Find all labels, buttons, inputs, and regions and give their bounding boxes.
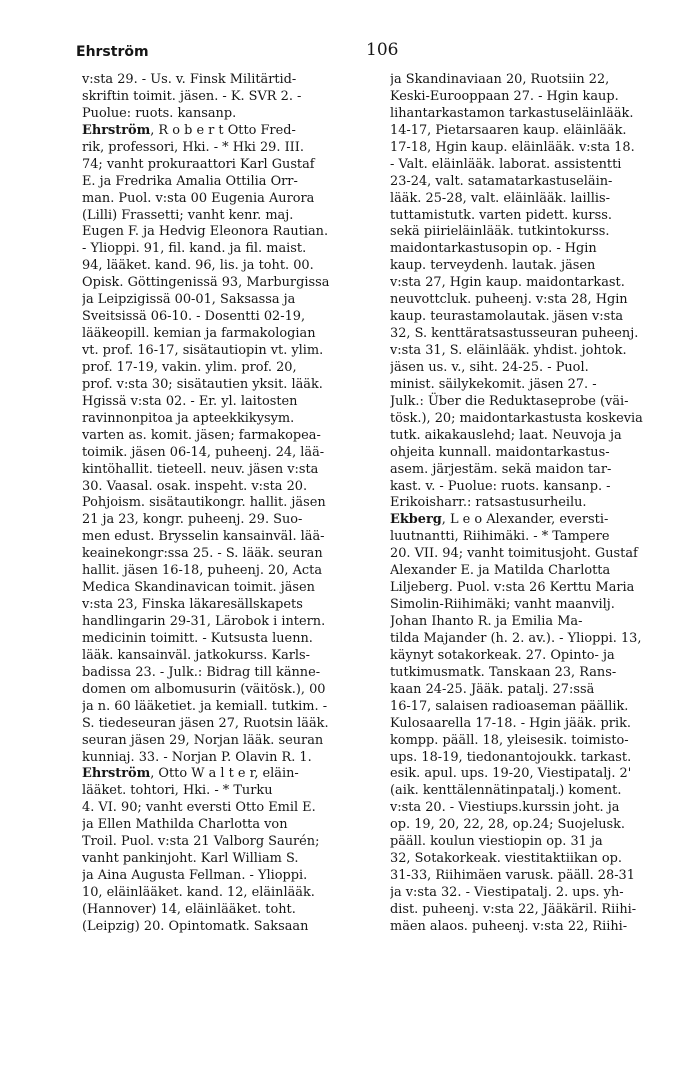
text-line: (Hannover) 14, eläinlääket. toht. — [82, 901, 296, 917]
text-line: ja n. 60 lääketiet. ja kemiall. tutkim. - — [82, 698, 328, 714]
page-header — [76, 40, 682, 64]
text-line: minist. säilykekomit. jäsen 27. - — [390, 376, 597, 392]
text-line: ja Skandinaviaan 20, Ruotsiin 22, — [390, 72, 610, 87]
text-line: ja v:sta 32. - Viestipatalj. 2. ups. yh- — [390, 885, 624, 900]
text-line: 94, lääket. kand. 96, lis. ja toht. 00. — [82, 258, 314, 274]
text-line: prof. 17-19, vakin. ylim. prof. 20, — [82, 359, 297, 375]
text-line: käynyt sotakorkeak. 27. Opinto- ja — [390, 647, 615, 663]
text-line: kaup. teurastamolautak. jäsen v:sta — [390, 309, 624, 325]
text-line: prof. v:sta 30; sisätautien yksit. lääk. — [82, 376, 323, 392]
text-line: skriftin toimit. jäsen. - K. SVR 2. - — [82, 88, 302, 104]
text-line: tutkimusmatk. Tanskaan 23, Rans- — [390, 664, 617, 680]
text-line: tuttamistutk. varten pidett. kurss. — [390, 207, 612, 223]
text-line: 21 ja 23, kongr. puheenj. 29. Suo- — [82, 512, 303, 528]
text-line: kintöhallit. tieteell. neuv. jäsen v:sta — [82, 461, 319, 477]
text-line: (Leipzig) 20. Opintomatk. Saksaan — [82, 918, 309, 934]
text-line: sekä piirieläinlääk. tutkintokurss. — [390, 224, 610, 240]
text-line: keainekongr:ssa 25. - S. lääk. seuran — [82, 546, 323, 562]
text-line: men edust. Brysselin kansainväl. lää- — [82, 529, 325, 545]
text-line: ravinnonpitoa ja apteekkikysym. — [82, 410, 295, 426]
text-line: Troil. Puol. v:sta 21 Valborg Saurén; — [82, 834, 320, 850]
text-line: tösk.), 20; maidontarkastusta koskevia — [390, 410, 643, 426]
running-head: Ehrström — [76, 44, 149, 60]
text-line: 16-17, salaisen radioaseman päällik. — [390, 698, 629, 714]
text-line: v:sta 20. - Viestiups.kurssin joht. ja — [390, 800, 620, 816]
text-line: v:sta 31, S. eläinlääk. yhdist. johtok. — [390, 343, 627, 358]
text-line: lääket. tohtori, Hki. - * Turku — [82, 783, 273, 799]
text-line: 14-17, Pietarsaaren kaup. eläinlääk. — [390, 122, 627, 138]
text-line: ja Leipzigissä 00-01, Saksassa ja — [82, 292, 296, 308]
text-line: Simolin-Riihimäki; vanht maanvilj. — [390, 597, 615, 613]
text-line: lääk. kansainväl. jatkokurss. Karls- — [82, 647, 311, 663]
text-line: 32, S. kenttäratsastusseuran puheenj. — [390, 326, 639, 342]
text-line: rik, professori, Hki. - * Hki 29. III. — [82, 139, 304, 155]
text-line: toimik. jäsen 06-14, puheenj. 24, lää- — [82, 444, 325, 460]
text-line: luutnantti, Riihimäki. - * Tampere — [390, 529, 610, 545]
text-line: (aik. kenttälennätinpatalj.) koment. — [390, 783, 622, 799]
text-line: handlingarin 29-31, Lärobok i intern. — [82, 614, 326, 629]
text-line: kunniaj. 33. - Norjan P. Olavin R. 1. — [82, 749, 312, 765]
text-line: 74; vanht prokuraattori Karl Gustaf — [82, 156, 315, 172]
text-line: Pohjoism. sisätautikongr. hallit. jäsen — [82, 495, 326, 511]
text-line: Kulosaarella 17-18. - Hgin jääk. prik. — [390, 715, 631, 731]
text-line: lääkeopill. kemian ja farmakologian — [82, 326, 316, 342]
text-line: 17-18, Hgin kaup. eläinlääk. v:sta 18. — [390, 139, 635, 155]
text-line: ohjeita kunnall. maidontarkastus- — [390, 444, 610, 460]
text-line: 31-33, Riihimäen varusk. pääll. 28-31 — [390, 868, 635, 884]
text-line: Puolue: ruots. kansanp. — [82, 105, 237, 121]
text-line: 10, eläinlääket. kand. 12, eläinlääk. — [82, 885, 315, 900]
text-line: Ehrström, Otto W a l t e r, eläin- — [82, 766, 299, 782]
text-line: S. tiedeseuran jäsen 27, Ruotsin lääk. — [82, 715, 329, 731]
text-line: 20. VII. 94; vanht toimitusjoht. Gustaf — [390, 546, 638, 562]
text-line: op. 19, 20, 22, 28, op.24; Suojelusk. — [390, 817, 626, 833]
text-line: pääll. koulun viestiopin op. 31 ja — [390, 834, 603, 850]
entry-surname: Ehrström — [82, 766, 151, 782]
text-line: E. ja Fredrika Amalia Ottilia Orr- — [82, 173, 298, 189]
text-line: asem. järjestäm. sekä maidon tar- — [390, 461, 612, 477]
text-line: kast. v. - Puolue: ruots. kansanp. - — [390, 478, 611, 494]
text-line: v:sta 27, Hgin kaup. maidontarkast. — [390, 275, 625, 291]
text-line: - Valt. eläinlääk. laborat. assistentti — [390, 156, 622, 172]
text-line: kompp. pääll. 18, yleisesik. toimisto- — [390, 732, 629, 748]
text-line: (Lilli) Frassetti; vanht kenr. maj. — [82, 207, 294, 223]
text-line: ja Ellen Mathilda Charlotta von — [82, 817, 288, 833]
text-line: ja Aina Augusta Fellman. - Ylioppi. — [82, 868, 308, 884]
right-column — [390, 72, 686, 936]
text-line: Johan Ihanto R. ja Emilia Ma- — [390, 614, 583, 629]
text-line: tilda Majander (h. 2. av.). - Ylioppi. 13, — [390, 630, 642, 646]
text-line: Hgissä v:sta 02. - Er. yl. laitosten — [82, 393, 298, 409]
text-line: vanht pankinjoht. Karl William S. — [82, 851, 299, 867]
text-line: mäen alaos. puheenj. v:sta 22, Riihi- — [390, 918, 628, 934]
text-line: medicinin toimitt. - Kutsusta luenn. — [82, 630, 313, 646]
text-line: esik. apul. ups. 19-20, Viestipatalj. 2' — [390, 766, 632, 782]
text-line: tutk. aikakauslehd; laat. Neuvoja ja — [390, 427, 622, 443]
text-line: jäsen us. v., siht. 24-25. - Puol. — [390, 359, 589, 375]
text-line: varten as. komit. jäsen; farmakopea- — [82, 427, 321, 443]
text-line: Erikoisharr.: ratsastusurheilu. — [390, 495, 587, 511]
text-line: v:sta 23, Finska läkaresällskapets — [82, 597, 303, 613]
text-line: 32, Sotakorkeak. viestitaktiikan op. — [390, 851, 622, 867]
text-line: Alexander E. ja Matilda Charlotta — [390, 563, 611, 579]
left-column — [82, 72, 378, 936]
text-line: Eugen F. ja Hedvig Eleonora Rautian. — [82, 224, 329, 240]
text-line: Medica Skandinavican toimit. jäsen — [82, 580, 315, 596]
text-line: 30. Vaasal. osak. inspeht. v:sta 20. — [82, 478, 308, 494]
entry-surname: Ehrström — [82, 122, 151, 138]
text-line: Liljeberg. Puol. v:sta 26 Kerttu Maria — [390, 580, 635, 596]
text-line: Sveitsissä 06-10. - Dosentti 02-19, — [82, 309, 306, 325]
text-line: lääk. 25-28, valt. eläinlääk. laillis- — [390, 190, 610, 206]
text-line: 4. VI. 90; vanht eversti Otto Emil E. — [82, 800, 316, 816]
text-line: kaan 24-25. Jääk. patalj. 27:ssä — [390, 681, 595, 697]
text-line: Ekberg, L e o Alexander, eversti- — [390, 512, 609, 528]
text-line: man. Puol. v:sta 00 Eugenia Aurora — [82, 190, 315, 206]
text-line: seuran jäsen 29, Norjan lääk. seuran — [82, 732, 324, 748]
text-line: v:sta 29. - Us. v. Finsk Militärtid- — [82, 72, 297, 87]
text-line: 23-24, valt. satamatarkastuseläin- — [390, 173, 613, 189]
text-line: lihantarkastamon tarkastuseläinlääk. — [390, 105, 634, 121]
text-line: vt. prof. 16-17, sisätautiopin vt. ylim. — [82, 343, 324, 358]
text-line: - Ylioppi. 91, fil. kand. ja fil. maist. — [82, 241, 307, 257]
text-line: ups. 18-19, tiedonantojoukk. tarkast. — [390, 749, 632, 765]
text-line: maidontarkastusopin op. - Hgin — [390, 241, 597, 257]
text-line: Keski-Eurooppaan 27. - Hgin kaup. — [390, 88, 619, 104]
text-line: Ehrström, R o b e r t Otto Fred- — [82, 122, 296, 138]
text-line: dist. puheenj. v:sta 22, Jääkäril. Riihi- — [390, 901, 637, 917]
text-line: badissa 23. - Julk.: Bidrag till känne- — [82, 664, 321, 680]
text-line: domen om albomusurin (väitösk.), 00 — [82, 681, 326, 697]
page-number: 106 — [366, 40, 399, 60]
text-line: neuvottcluk. puheenj. v:sta 28, Hgin — [390, 292, 628, 308]
text-line: Opisk. Göttingenissä 93, Marburgissa — [82, 275, 330, 291]
entry-surname: Ekberg — [390, 512, 442, 528]
text-line: hallit. jäsen 16-18, puheenj. 20, Acta — [82, 563, 323, 579]
text-line: Julk.: Über die Reduktaseprobe (väi- — [390, 393, 629, 409]
text-line: kaup. terveydenh. lautak. jäsen — [390, 258, 596, 274]
